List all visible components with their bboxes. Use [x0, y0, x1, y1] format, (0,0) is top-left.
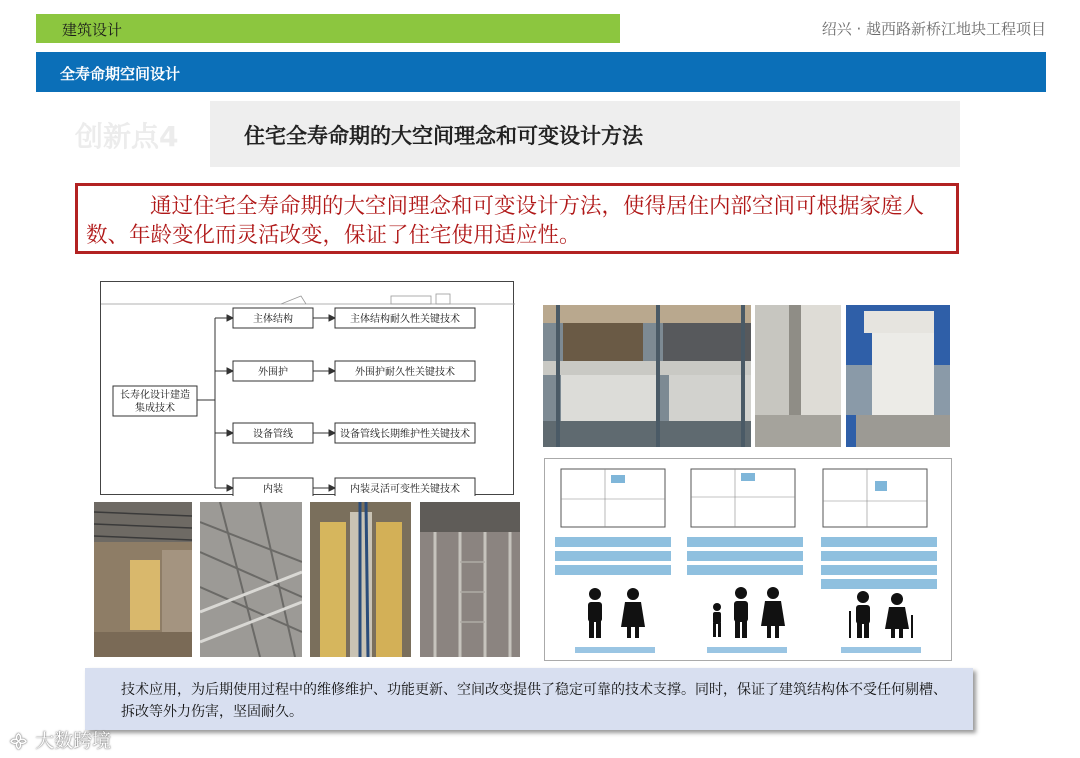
section-label: 建筑设计: [62, 21, 123, 39]
label-bars: [555, 537, 937, 589]
floor-plan-group: [561, 469, 927, 527]
branch-label: 内装: [263, 484, 283, 495]
summary-box: [75, 183, 959, 254]
family-icon: [713, 587, 785, 638]
summary-text: 通过住宅全寿命期的大空间理念和可变设计方法，使得居住内部空间可根据家庭人数、年龄变化而灵活改变，保证了住宅使用适应性。: [86, 194, 925, 248]
section-header-bar: [36, 14, 620, 43]
branch-label: 主体结构: [253, 314, 293, 325]
building-facade-photo: [543, 305, 751, 447]
longevity-tech-diagram: [100, 281, 514, 495]
branch-label: 外围护: [258, 367, 288, 378]
ceiling-keel-photo: [200, 502, 302, 657]
wall-joint-photo: [755, 305, 841, 447]
wall-pipe-photo: [310, 502, 411, 657]
tech-label: 内装灵活可变性关键技术: [350, 484, 460, 495]
tech-label: 设备管线长期维护性关键技术: [340, 429, 470, 440]
innovation-ghost-label: 创新点4: [75, 120, 179, 153]
tech-label: 外围护耐久性关键技术: [355, 367, 455, 378]
watermark: [8, 726, 111, 753]
subsection-header-bar: [36, 52, 1046, 92]
project-title: 绍兴 · 越西路新桥江地块工程项目: [821, 20, 1046, 38]
bottom-note-text: 技术应用，为后期使用过程中的维修维护、功能更新、空间改变提供了稳定可靠的技术支撑。同时，保证了建筑结构体不受任何剔槽、拆改等外力伤害，坚固耐久。: [121, 682, 947, 720]
watermark-logo-icon: ᯽: [8, 730, 30, 752]
branch-label: 设备管线: [253, 429, 293, 440]
interior-photo-insulation: [94, 502, 192, 657]
subsection-label: 全寿命期空间设计: [60, 65, 181, 83]
elderly-couple-icon: [849, 591, 913, 638]
bottom-note-box: [85, 668, 973, 730]
watermark-text: 大数跨境: [35, 730, 112, 752]
diagram-root-label-line1: 长寿化设计建造: [120, 390, 190, 401]
diagram-root-label-line2: 集成技术: [135, 403, 175, 414]
highlight-title: 住宅全寿命期的大空间理念和可变设计方法: [244, 124, 643, 148]
tech-label: 主体结构耐久性关键技术: [350, 314, 460, 325]
couple-icon: [588, 588, 645, 638]
building-sketch: [101, 294, 515, 304]
precast-panel-photo: [846, 305, 950, 447]
steel-stud-wall-photo: [420, 502, 520, 657]
family-layout-panel: [544, 458, 952, 661]
